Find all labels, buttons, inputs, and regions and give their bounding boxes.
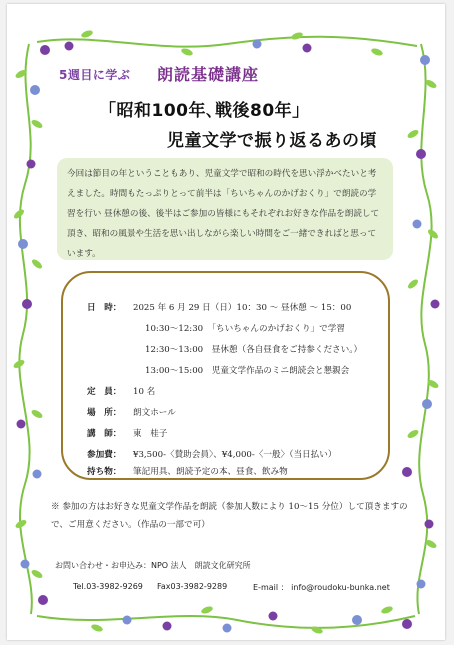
contact-org: お問い合わせ・お申込み：NPO 法人 朗読文化研究所: [55, 561, 251, 570]
flyer-page: [7, 4, 445, 640]
schedule-item: 10:30～12:30 「ちいちゃんのかげおくり」で学習: [145, 324, 345, 334]
items-value: 筆記用具、朗読予定の本、昼食、飲み物: [133, 467, 288, 477]
date-value: 2025 年 6 月 29 日（日）10：30 ～ 昼休憩 ～ 15：00: [133, 303, 352, 313]
fee-row: [87, 448, 336, 460]
fee-label: 参加費：: [87, 450, 122, 460]
capacity-label: 定 員：: [87, 387, 122, 397]
intro-text: 今回は節目の年ということもあり、児童文学で昭和の時代を思い浮かべたいと考えました。時間もたっぷりとって前半は「ちいちゃんのかげおくり」で朗読の学習を行い 昼休憩の後、後半はご参加の皆様にもそれぞれお好きな作品を朗読して頂き、昭和の風景や生活を思い出しながら楽しい時間をご一緒できればと思っています。: [67, 169, 380, 259]
headline-line-2: 児童文学で振り返るあの頃: [167, 131, 377, 151]
schedule-item: 12:30～13:00 昼休憩（各自昼食をご持参ください。）: [145, 345, 363, 355]
place-label: 場 所：: [87, 408, 122, 418]
capacity-row: [87, 385, 155, 397]
course-title: 朗読基礎講座: [157, 65, 260, 84]
contact-tel: Tel.03-3982-9269: [73, 582, 143, 591]
intro-panel: [57, 158, 393, 260]
place-row: [87, 406, 176, 418]
contact-email[interactable]: E-mail ： info@roudoku-bunka.net: [253, 583, 390, 592]
series-subtitle: 5週目に学ぶ: [59, 68, 131, 82]
participant-note: ※ 参加の方はお好きな児童文学作品を朗読（参加人数により 10～15 分位）して頂きますので、ご用意ください。（作品の一部で可）: [51, 502, 408, 530]
place-value: 朗文ホール: [133, 408, 176, 418]
lecturer-value: 東 桂子: [133, 429, 168, 439]
items-label: 持ち物：: [87, 467, 122, 477]
lecturer-row: [87, 427, 167, 439]
capacity-value: 10 名: [133, 387, 156, 397]
date-label: 日 時：: [87, 303, 122, 313]
contact-fax: Fax03-3982-9289: [157, 582, 228, 591]
lecturer-label: 講 師：: [87, 429, 122, 439]
items-row: [87, 465, 288, 477]
schedule-item: 13:00～15:00 児童文学作品のミニ朗読会と懇親会: [145, 366, 350, 376]
fee-value: ¥3,500-〈賛助会員〉、¥4,000-〈一般〉（当日払い）: [133, 450, 337, 460]
date-row: [87, 301, 351, 313]
headline-line-1: 「昭和100年､戦後80年」: [99, 101, 310, 121]
